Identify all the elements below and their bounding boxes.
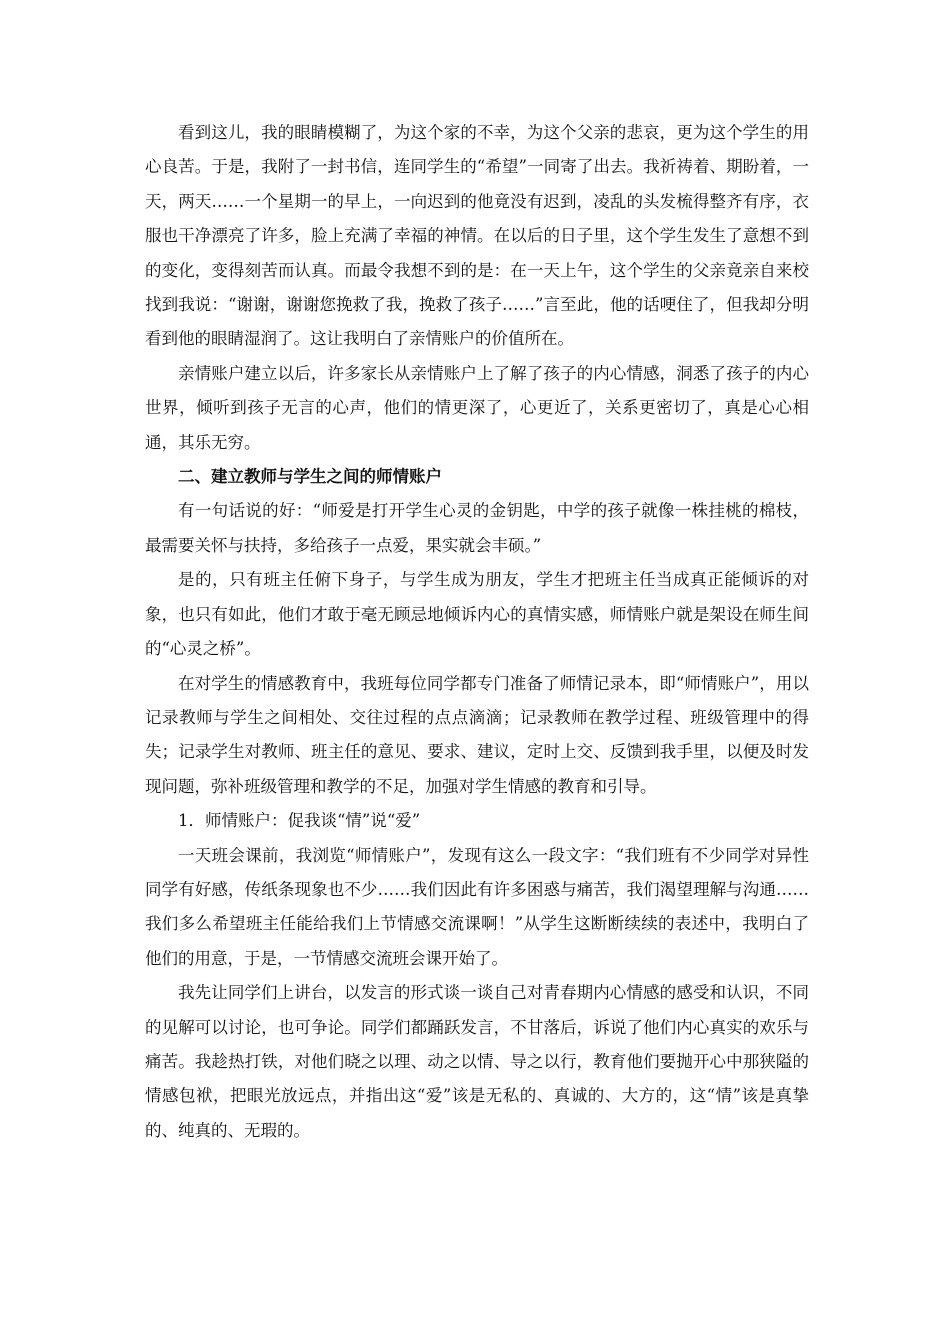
paragraph-record-book: 在对学生的情感教育中，我班每位同学都专门准备了师情记录本，即“师情账户”，用以记录教师与学生之间相处、交往过程的点点滴滴；记录教师在教学过程、班级管理中的得失；记录学生对教师、班主任的意见、要求、建议，定时上交、反馈到我手里，以便及时发现问题，弥补班级管理和教学的不足，加强对学生情感的教育和引导。: [145, 673, 809, 796]
section-heading-teacher-account: 二、建立教师与学生之间的师情账户: [178, 467, 442, 487]
subsection-heading-love-talk: 1．师情账户：促我谈“情”说“爱”: [178, 811, 421, 831]
paragraph-class-meeting: 一天班会课前，我浏览“师情账户”，发现有这么一段文字：“我们班有不少同学对异性同学有好感，传纸条现象也不少……我们因此有许多困惑与痛苦，我们渴望理解与沟通……我们多么希望班主任能给我们上节情感交流课啊！”从学生这断断续续的表述中，我明白了他们的用意，于是，一节情感交流班会课开始了。: [145, 845, 809, 968]
paragraph-student-speeches: 我先让同学们上讲台，以发言的形式谈一谈自己对青春期内心情感的感受和认识，不同的见解可以讨论，也可争论。同学们都踊跃发言，不甘落后，诉说了他们内心真实的欢乐与痛苦。我趁热打铁，对他们晓之以理、动之以情、导之以行，教育他们要抛开心中那狭隘的情感包袱，把眼光放远点，并指出这“爱”该是无私的、真诚的、大方的，这“情”该是真挚的、纯真的、无瑕的。: [145, 983, 809, 1140]
paragraph-heart-bridge: 是的，只有班主任俯下身子，与学生成为朋友，学生才把班主任当成真正能倾诉的对象，也只有如此，他们才敢于毫无顾忌地倾诉内心的真情实感，师情账户就是架设在师生间的“心灵之桥”。: [145, 570, 809, 659]
paragraph-father-letter: 看到这儿，我的眼睛模糊了，为这个家的不幸，为这个父亲的悲哀，更为这个学生的用心良苦。于是，我附了一封书信，连同学生的“希望”一同寄了出去。我祈祷着、期盼着，一天，两天……一个星期一的早上，一向迟到的他竟没有迟到，凌乱的头发梳得整齐有序，衣服也干净漂亮了许多，脸上充满了幸福的神情。在以后的日子里，这个学生发生了意想不到的变化，变得刻苦而认真。而最令我想不到的是：在一天上午，这个学生的父亲竟亲自来校找到我说：“谢谢，谢谢您挽救了我，挽救了孩子……”言至此，他的话哽住了，但我却分明看到他的眼睛湿润了。这让我明白了亲情账户的价值所在。: [145, 123, 809, 349]
paragraph-teacher-love-quote: 有一句话说的好：“师爱是打开学生心灵的金钥匙，中学的孩子就像一株挂桃的棉枝，最需要关怀与扶持，多给孩子一点爱，果实就会丰硕。”: [145, 501, 809, 555]
paragraph-family-account-effect: 亲情账户建立以后，许多家长从亲情账户上了解了孩子的内心情感，洞悉了孩子的内心世界，倾听到孩子无言的心声，他们的情更深了，心更近了，关系更密切了，真是心心相通，其乐无穷。: [145, 363, 809, 452]
document-body: [145, 116, 809, 1148]
